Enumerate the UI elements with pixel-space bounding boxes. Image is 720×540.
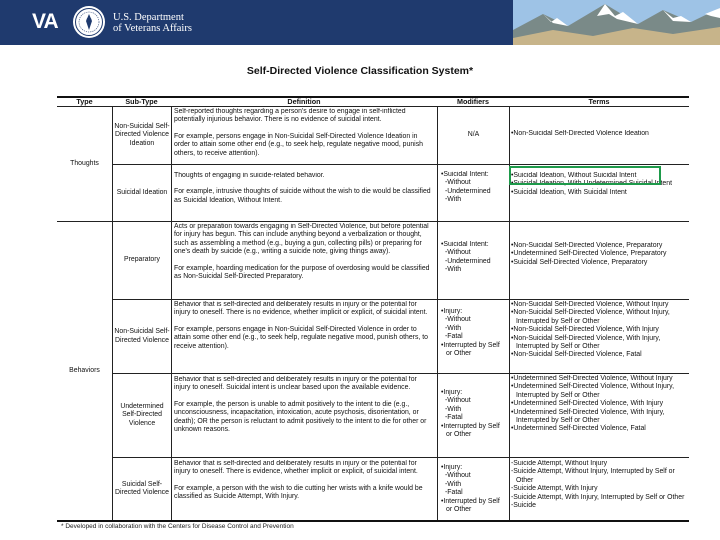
terms-cell bbox=[511, 301, 687, 360]
definition-cell bbox=[174, 460, 435, 502]
modifier-item: •Injury: bbox=[441, 389, 463, 396]
term-item: -Suicide Attempt, Without Injury, Interrupted by Self or Other bbox=[511, 468, 675, 484]
term-item: •Suicidal Ideation, With Undetermined Suicidal Intent bbox=[511, 180, 672, 188]
modifier-item: -With bbox=[445, 480, 462, 488]
definition-cell bbox=[174, 223, 435, 281]
modifier-item: •Suicidal Intent: bbox=[441, 171, 489, 178]
definition-text: Behavior that is self-directed and deliberately results in injury or the potential for injury to oneself. There is evidence, whether implicit or explicit, of suicidal intent. bbox=[174, 460, 418, 476]
term-item: •Non-Suicidal Self-Directed Violence, Fatal bbox=[511, 351, 642, 359]
definition-text: Behavior that is self-directed and deliberately results in injury or the potential for injury to oneself. Suicidal intent is unclear based upon the available evidence. bbox=[174, 376, 417, 392]
term-item: -Suicide Attempt, With Injury bbox=[511, 485, 598, 493]
subtype-label: Non-Suicidal Self-Directed Violence bbox=[114, 328, 170, 344]
modifier-item: •Interrupted by Self or Other bbox=[441, 497, 500, 514]
type-cell-thoughts bbox=[57, 107, 112, 221]
column-header-definition: Definition bbox=[287, 98, 321, 106]
term-item: •Undetermined Self-Directed Violence, With Injury bbox=[511, 400, 664, 408]
term-item: •Undetermined Self-Directed Violence, Fatal bbox=[511, 425, 646, 433]
type-label: Thoughts bbox=[70, 159, 99, 167]
modifier-item: N/A bbox=[467, 131, 480, 139]
type-cell-behaviors bbox=[57, 222, 112, 520]
modifier-item: -Fatal bbox=[445, 489, 463, 497]
definition-cell bbox=[174, 108, 435, 158]
department-line-1: U.S. Department bbox=[113, 12, 184, 23]
term-item: •Non-Suicidal Self-Directed Violence, Without Injury bbox=[511, 301, 669, 308]
definition-example: For example, persons engage in Non-Suicidal Self-Directed Violence Ideation in order to attain some other end (e.g., to seek help, regulate negative mood, punish others, to receive attention). bbox=[174, 132, 423, 157]
terms-cell bbox=[511, 375, 687, 434]
term-item: •Undetermined Self-Directed Violence, Preparatory bbox=[511, 250, 667, 258]
subtype-cell bbox=[113, 300, 171, 373]
modifier-item: •Injury: bbox=[441, 308, 463, 315]
modifier-item: •Suicidal Intent: bbox=[441, 241, 489, 248]
type-label: Behaviors bbox=[69, 366, 100, 374]
subtype-label: Suicidal Ideation bbox=[116, 188, 168, 196]
va-logo: VA bbox=[32, 10, 58, 33]
modifier-item: -Without bbox=[445, 397, 471, 405]
va-header-bar bbox=[0, 0, 720, 45]
subtype-label: Undetermined Self-Directed Violence bbox=[120, 402, 164, 427]
definition-text: Self-reported thoughts regarding a person's desire to engage in self-inflicted potentially injurious behavior. There is no evidence of suicidal intent. bbox=[174, 108, 406, 124]
modifier-item: -Undetermined bbox=[445, 257, 491, 265]
definition-example: For example, the person is unable to admit positively to the intent to die (e.g., unconsciousness, incapacitation, intoxication, acute psychosis, disorientation, or death); OR the person is reluctant to admit positively to the intent to die for other or unknown reasons. bbox=[174, 400, 427, 434]
subtype-cell bbox=[113, 107, 171, 164]
subtype-label: Non-Suicidal Self-Directed Violence Ideation bbox=[114, 122, 170, 147]
term-item: •Undetermined Self-Directed Violence, With Injury, Interrupted by Self or Other bbox=[511, 408, 665, 425]
modifier-item: -Undetermined bbox=[445, 187, 491, 195]
subtype-cell bbox=[113, 165, 171, 221]
modifier-item: -With bbox=[445, 405, 462, 413]
page-title: Self-Directed Violence Classification System* bbox=[246, 65, 474, 77]
modifiers-cell bbox=[441, 464, 507, 514]
definition-cell bbox=[174, 301, 435, 351]
term-item: •Non-Suicidal Self-Directed Violence Ideation bbox=[511, 130, 649, 137]
term-item: •Suicidal Self-Directed Violence, Preparatory bbox=[511, 258, 648, 266]
term-item: -Suicide Attempt, Without Injury bbox=[511, 460, 608, 467]
term-item: •Undetermined Self-Directed Violence, Without Injury bbox=[511, 375, 673, 382]
subtype-label: Preparatory bbox=[123, 256, 160, 264]
modifier-item: -Fatal bbox=[445, 414, 463, 422]
classification-table bbox=[57, 96, 689, 521]
definition-example: For example, persons engage in Non-Suicidal Self-Directed Violence in order to attain some other end (e.g., to seek help, regulate negative mood, punish others, to receive attention). bbox=[174, 325, 428, 350]
modifier-item: -Without bbox=[445, 179, 471, 187]
definition-text: Acts or preparation towards engaging in Self-Directed Violence, but before potential for injury has begun. This can include anything beyond a verbalization or thought, such as assembling a method (e.g., buying a gun, collecting pills) or preparing for one's death by suicide (e.g., writing a suicide note, giving things away). bbox=[174, 223, 429, 256]
definition-text: Behavior that is self-directed and deliberately results in injury or the potential for injury to oneself. There is no evidence, whether implicit or explicit, of suicidal intent. bbox=[174, 301, 428, 317]
modifier-item: -With bbox=[445, 196, 462, 204]
definition-example: For example, a person with the wish to die cutting her wrists with a knife would be classified as Suicide Attempt, With Injury. bbox=[174, 484, 423, 501]
term-item: •Non-Suicidal Self-Directed Violence, With Injury, Interrupted by Self or Other bbox=[511, 334, 661, 351]
modifier-item: -With bbox=[445, 324, 462, 332]
modifier-item: •Interrupted by Self or Other bbox=[441, 422, 500, 439]
modifier-item: -Fatal bbox=[445, 333, 463, 341]
terms-cell bbox=[511, 460, 687, 510]
modifiers-cell bbox=[441, 308, 507, 358]
modifier-item: •Injury: bbox=[441, 464, 463, 471]
term-item: •Suicidal Ideation, With Suicidal Intent bbox=[511, 188, 627, 196]
modifier-item: -With bbox=[445, 266, 462, 274]
term-highlight-box bbox=[509, 166, 661, 185]
column-header-subtype: Sub-Type bbox=[125, 98, 158, 106]
definition-example: For example, hoarding medication for the purpose of overdosing would be classified as Non-Suicidal Self-Directed Preparatory. bbox=[174, 264, 430, 281]
subtype-cell bbox=[113, 374, 171, 457]
modifier-item: -Without bbox=[445, 249, 471, 257]
modifier-item: -Without bbox=[445, 316, 471, 324]
terms-cell bbox=[511, 130, 687, 138]
modifiers-cell bbox=[441, 389, 507, 439]
modifier-item: -Without bbox=[445, 472, 471, 480]
definition-example: For example, intrusive thoughts of suicide without the wish to die would be classified as Suicidal Ideation, Without Intent. bbox=[174, 188, 431, 204]
definition-cell bbox=[174, 376, 435, 434]
terms-cell bbox=[511, 242, 687, 267]
modifiers-cell bbox=[438, 107, 509, 164]
column-header-type: Type bbox=[76, 98, 93, 106]
term-item: -Suicide bbox=[511, 502, 536, 510]
term-item: -Suicide Attempt, With Injury, Interrupted by Self or Other bbox=[511, 493, 685, 501]
definition-cell bbox=[174, 172, 435, 205]
footnote: * Developed in collaboration with the Centers for Disease Control and Prevention bbox=[61, 523, 294, 530]
subtype-cell bbox=[113, 458, 171, 520]
column-header-terms: Terms bbox=[588, 98, 610, 106]
subtype-label: Suicidal Self-Directed Violence bbox=[115, 480, 169, 496]
mountain-banner-icon bbox=[513, 0, 720, 45]
modifiers-cell bbox=[441, 171, 507, 205]
term-item: •Non-Suicidal Self-Directed Violence, Without Injury, Interrupted by Self or Other bbox=[511, 309, 670, 325]
term-item: •Suicidal Ideation, Without Suicidal Intent bbox=[511, 172, 637, 179]
term-item: •Non-Suicidal Self-Directed Violence, Preparatory bbox=[511, 242, 663, 249]
term-item: •Non-Suicidal Self-Directed Violence, With Injury bbox=[511, 326, 659, 334]
subtype-cell bbox=[113, 222, 171, 299]
term-item: •Undetermined Self-Directed Violence, Without Injury, Interrupted by Self or Other bbox=[511, 383, 675, 399]
department-line-2: of Veterans Affairs bbox=[113, 23, 192, 34]
department-name bbox=[113, 12, 192, 34]
modifier-item: •Interrupted by Self or Other bbox=[441, 341, 500, 358]
definition-text: Thoughts of engaging in suicide-related behavior. bbox=[174, 172, 325, 179]
va-seal-icon bbox=[72, 5, 106, 39]
modifiers-cell bbox=[441, 241, 507, 275]
column-header-modifiers: Modifiers bbox=[457, 98, 489, 106]
